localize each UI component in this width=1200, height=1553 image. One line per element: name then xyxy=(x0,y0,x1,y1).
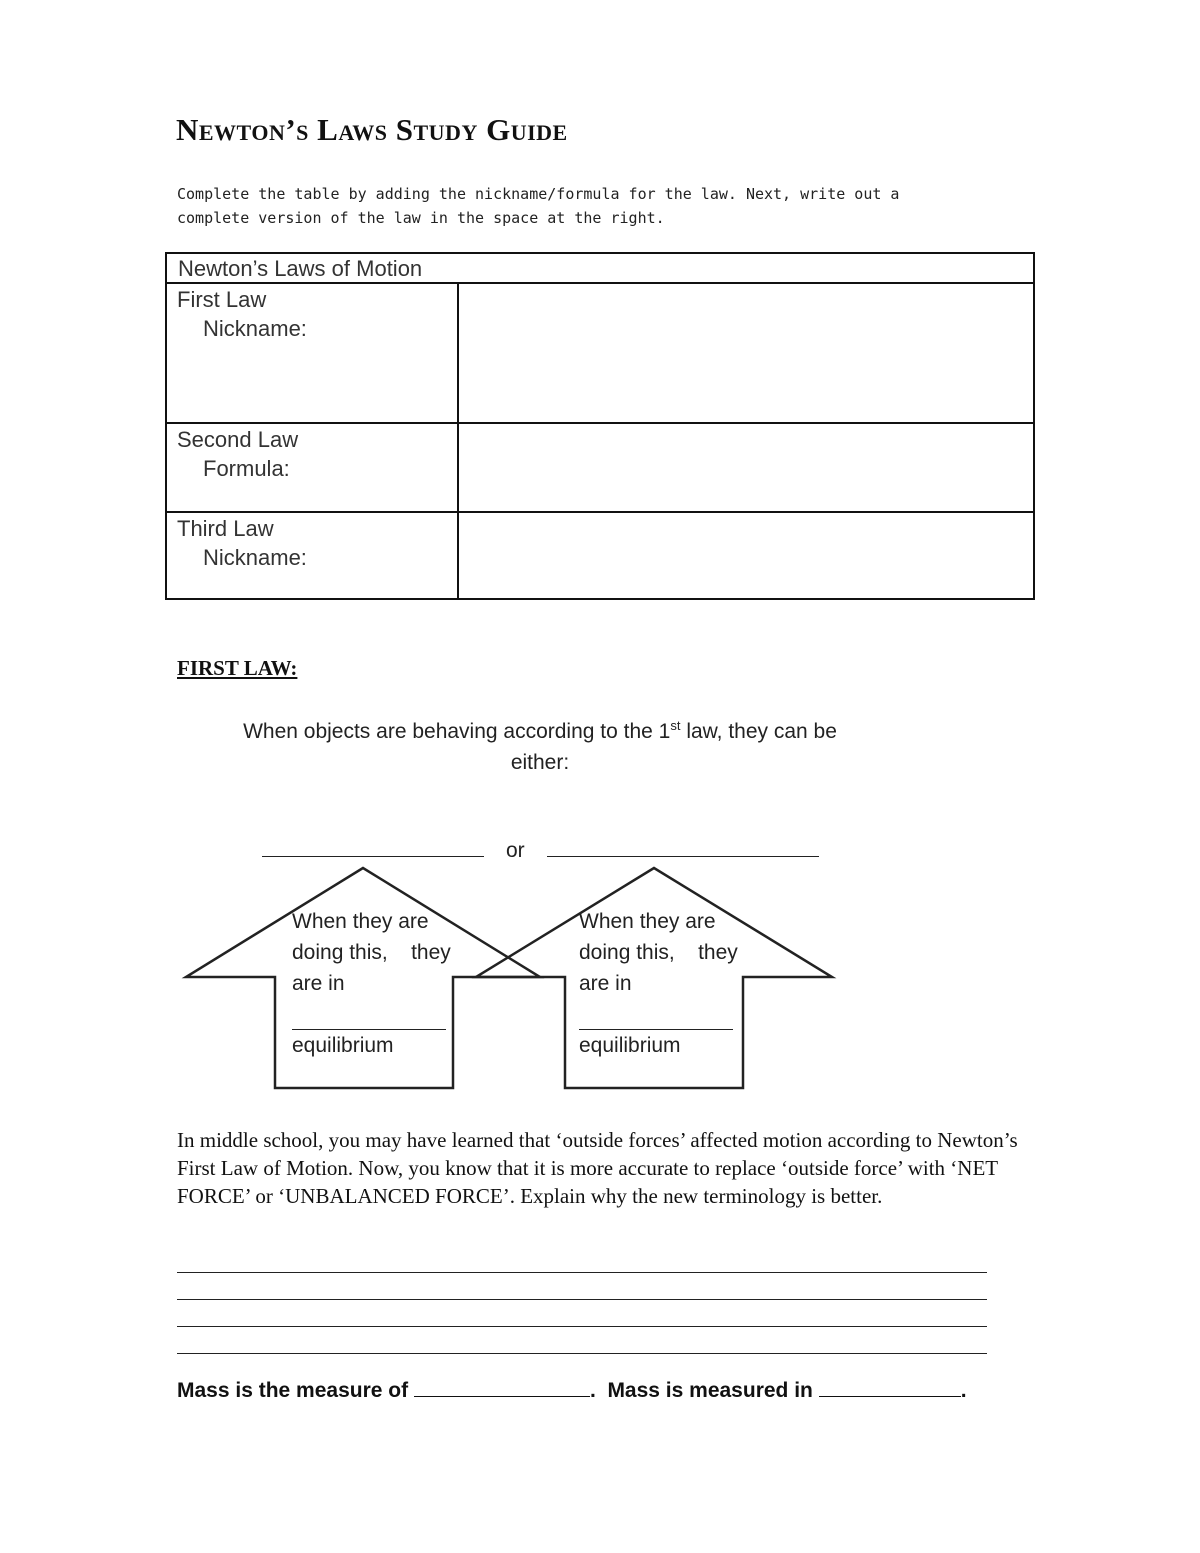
mass-question xyxy=(177,1376,967,1403)
arrow-text-right xyxy=(579,906,739,1061)
mass-text-1: Mass is the measure of xyxy=(177,1379,414,1402)
first-law-intro xyxy=(230,710,850,778)
arrow-line: When they are xyxy=(292,910,429,933)
law-field-label: Nickname: xyxy=(203,545,307,570)
intro-superscript: st xyxy=(670,718,681,733)
arrow-line: equilibrium xyxy=(292,1034,394,1057)
law-answer-cell[interactable] xyxy=(459,513,1033,598)
law-field-label: Nickname: xyxy=(203,316,307,341)
arrow-line: doing this, they xyxy=(292,941,451,964)
answer-blank-right[interactable] xyxy=(547,834,819,857)
law-field-label: Formula: xyxy=(203,456,290,481)
intro-text-start: When objects are behaving according to the 1 xyxy=(243,720,671,743)
table-row xyxy=(167,513,1033,598)
net-force-question: In middle school, you may have learned that ‘outside forces’ affected motion according to Newton’s First Law of Motion. Now, you know that it is more accurate to replace ‘outside force’ with ‘NET FORCE’ or ‘UNBALANCED FORCE’. Explain why the new terminology is better. xyxy=(177,1128,1018,1208)
law-name: Third Law xyxy=(177,516,274,541)
law-answer-cell[interactable] xyxy=(459,284,1033,422)
mass-text-2: . Mass is measured in xyxy=(589,1379,819,1402)
answer-line[interactable] xyxy=(177,1246,987,1273)
table-row xyxy=(167,284,1033,424)
law-answer-cell[interactable] xyxy=(459,424,1033,511)
equilibrium-blank[interactable] xyxy=(292,999,446,1030)
arrow-line: doing this, they xyxy=(579,941,738,964)
answer-blank-left[interactable] xyxy=(262,834,484,857)
intro-text-end: law, they can be either: xyxy=(510,720,837,774)
answer-lines xyxy=(177,1246,987,1354)
law-label-cell xyxy=(167,424,459,511)
answer-line[interactable] xyxy=(177,1273,987,1300)
answer-line[interactable] xyxy=(177,1327,987,1354)
law-name: Second Law xyxy=(177,427,299,452)
first-law-heading: FIRST LAW: xyxy=(177,656,298,680)
law-name: First Law xyxy=(177,287,267,312)
either-or-line xyxy=(262,834,819,863)
mass-text-3: . xyxy=(960,1379,967,1402)
law-label-cell xyxy=(167,513,459,598)
or-word: or xyxy=(506,839,525,862)
table-header: Newton’s Laws of Motion xyxy=(167,254,1033,284)
mass-blank-unit[interactable] xyxy=(819,1376,961,1397)
arrow-line: When they are xyxy=(579,910,716,933)
page-title: Newton’s Laws Study Guide xyxy=(176,112,568,147)
answer-line[interactable] xyxy=(177,1300,987,1327)
law-label-cell xyxy=(167,284,459,422)
equilibrium-blank[interactable] xyxy=(579,999,733,1030)
mass-blank-measure[interactable] xyxy=(414,1376,590,1397)
laws-table xyxy=(165,252,1035,600)
arrow-diagram xyxy=(180,865,840,1095)
table-row xyxy=(167,424,1033,513)
arrow-line: are in xyxy=(579,972,632,995)
arrow-line: equilibrium xyxy=(579,1034,681,1057)
arrow-text-left xyxy=(292,906,452,1061)
instructions: Complete the table by adding the nickname/formula for the law. Next, write out a complete version of the law in the space at the right. xyxy=(177,185,900,227)
arrow-line: are in xyxy=(292,972,345,995)
